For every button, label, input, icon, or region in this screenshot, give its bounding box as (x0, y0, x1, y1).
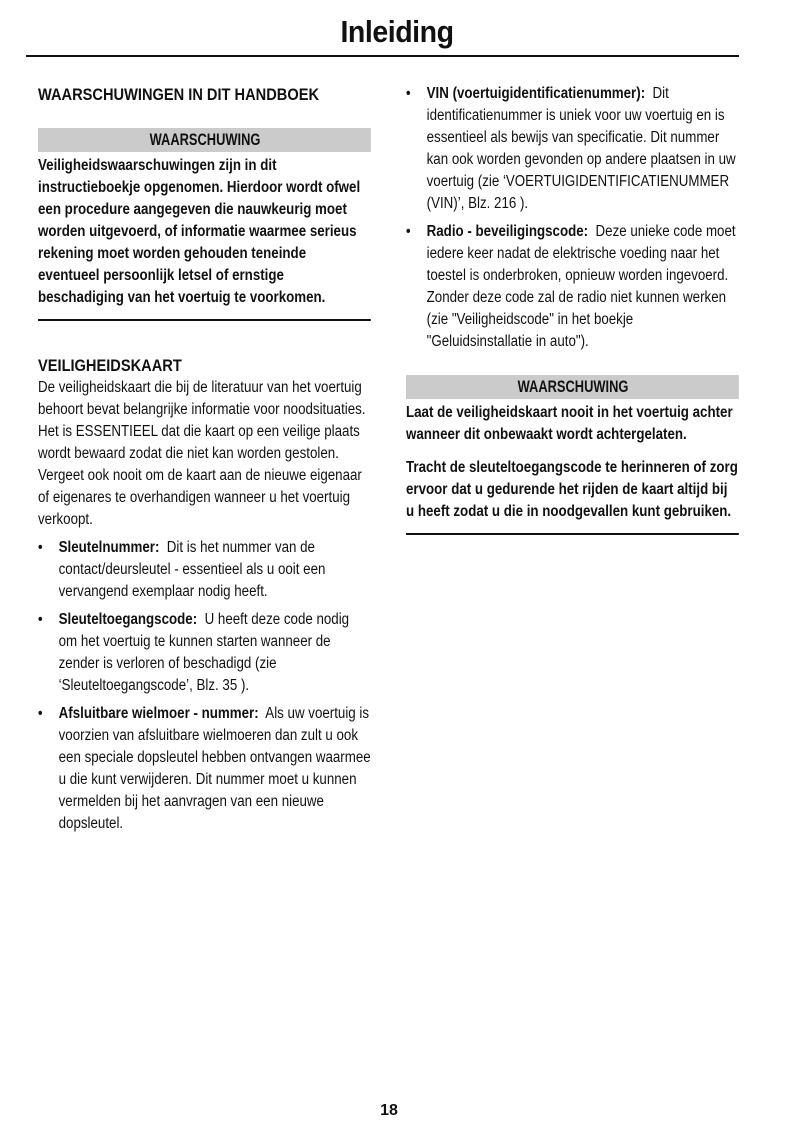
page-number: 18 (380, 1102, 398, 1119)
list-item-key-number (38, 537, 371, 603)
warning-paragraph: Laat de veiligheidskaart nooit in het voertuig achter wanneer dit onbewaakt wordt achtergelaten. (406, 404, 733, 443)
list-item-text: Deze unieke code moet iedere keer nadat de elektrische voeding naar het toestel is onderbroken, opnieuw worden ingevoerd. Zonder deze code zal de radio niet kunnen werken (zie "Veiligheidscode" in het boekje "Geluidsinstallatie in auto"). (426, 223, 736, 350)
warning-paragraph: Veiligheidswaarschuwingen zijn in dit instructieboekje opgenomen. Hierdoor wordt ofwel een procedure aangegeven die nauwkeurig moet worden uitgevoerd, of informatie waarmee serieus rekening moet worden gehouden teneinde eventueel persoonlijk letsel of ernstige beschadiging van het voertuig te voorkomen. (38, 157, 361, 306)
identification-list (406, 83, 739, 353)
list-item-term: Sleutelnummer: (58, 539, 160, 556)
spacer (38, 106, 371, 128)
right-column (406, 80, 740, 535)
bullet-icon: • (38, 705, 43, 722)
warning-box-handbook (38, 128, 371, 321)
list-item-text: Dit identificatienummer is uniek voor uw voertuig en is essentieel als bewijs van specificatie. Dit nummer kan ook worden gevonden op andere plaatsen in uw voertuig (zie ‘VOERTUIGIDENTIFICATIENUMMER (VIN)’, Blz. 216 ). (426, 85, 736, 212)
right-column-content (406, 83, 739, 535)
spacer (38, 321, 371, 351)
bullet-icon: • (406, 85, 411, 102)
warning-label: WAARSCHUWING (149, 130, 260, 149)
warning-label: WAARSCHUWING (517, 377, 628, 396)
section-heading-safety-card: VEILIGHEIDSKAART (38, 356, 182, 375)
list-item-term: Sleuteltoegangscode: (58, 611, 198, 628)
page-title-text: Inleiding (340, 14, 454, 49)
left-column (38, 80, 372, 841)
warning-body (406, 402, 739, 523)
safety-card-list (38, 537, 371, 835)
safety-card-intro: De veiligheidskaart die bij de literatuur van het voertuig behoort bevat belangrijke informatie voor noodsituaties. Het is ESSENTIEEL dat die kaart op een veilige plaats wordt bewaard zodat die niet kan worden gestolen. Vergeet ook nooit om de kaart aan de nieuwe eigenaar of eigenares te overhandigen wanneer u het voertuig verkoopt. (38, 379, 366, 528)
list-item-term: Afsluitbare wielmoer - nummer: (58, 705, 259, 722)
list-item-text: Dit is het nummer van de contact/deursleutel - essentieel als u ooit een vervangend exemplaar nodig heeft. (58, 539, 326, 600)
warning-body (38, 155, 371, 309)
list-item-radio-code (406, 221, 739, 353)
section-heading-warnings: WAARSCHUWINGEN IN DIT HANDBOEK (38, 85, 320, 104)
bullet-icon: • (406, 223, 411, 240)
warning-header (406, 375, 739, 399)
warning-paragraph: Tracht de sleuteltoegangscode te herinneren of zorg ervoor dat u gedurende het rijden de kaart altijd bij u heeft zodat u die in noodgevallen kunt gebruiken. (406, 459, 738, 520)
warning-header (38, 128, 371, 152)
page-title (32, 14, 762, 50)
spacer (406, 359, 739, 375)
list-item-key-access-code (38, 609, 371, 697)
title-divider (26, 55, 739, 57)
list-item-vin (406, 83, 739, 215)
left-column-content (38, 84, 371, 835)
list-item-term: Radio - beveiligingscode: (426, 223, 589, 240)
bullet-icon: • (38, 539, 43, 556)
warning-box-safety-card (406, 375, 739, 535)
list-item-locking-wheel-nut (38, 703, 371, 835)
bullet-icon: • (38, 611, 43, 628)
list-item-term: VIN (voertuigidentificatienummer): (426, 85, 646, 102)
list-item-text: U heeft deze code nodig om het voertuig te kunnen starten wanneer de zender is verloren of beschadigd (zie ‘Sleuteltoegangscode’, Blz. 35 ). (58, 611, 350, 694)
warning-end-divider (406, 533, 739, 535)
list-item-text: Als uw voertuig is voorzien van afsluitbare wielmoeren dan zult u ook een speciale dopsleutel hebben ontvangen waarmee u die kunt verwijderen. Dit nummer moet u kunnen vermelden bij het aanvragen van een nieuwe dopsleutel. (58, 705, 371, 832)
